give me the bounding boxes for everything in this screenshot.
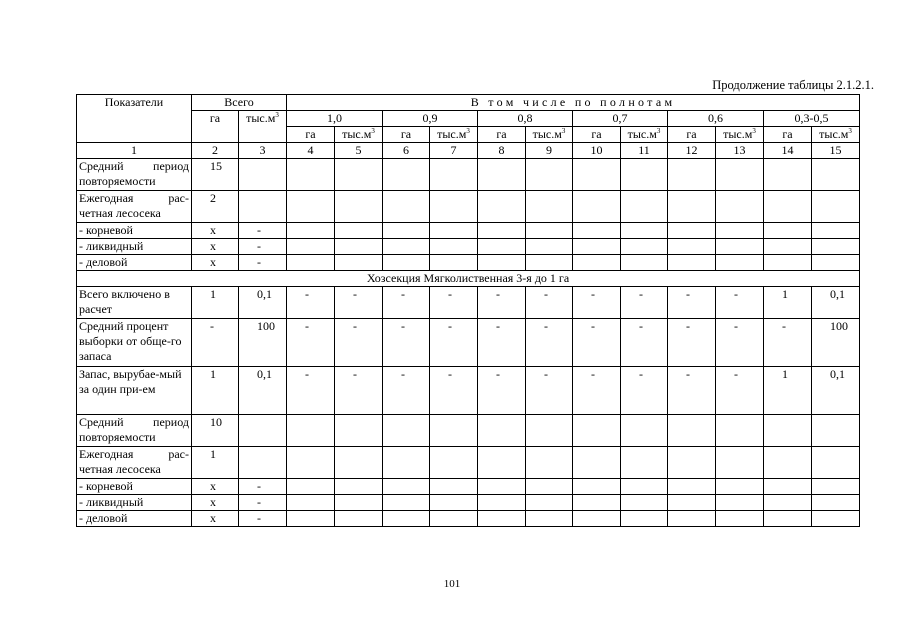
table-cell: - bbox=[621, 287, 668, 319]
table-cell bbox=[287, 511, 335, 527]
table-cell bbox=[430, 191, 478, 223]
column-number: 15 bbox=[812, 143, 860, 159]
table-cell: 0,1 bbox=[239, 367, 287, 415]
table-cell bbox=[526, 415, 573, 447]
table-cell bbox=[573, 511, 621, 527]
table-cell bbox=[716, 511, 764, 527]
table-row bbox=[77, 447, 860, 479]
table-cell: - bbox=[764, 319, 812, 367]
table-cell bbox=[573, 223, 621, 239]
unit-volume-sup: 3 bbox=[848, 127, 852, 135]
unit-volume-5 bbox=[812, 127, 860, 143]
table-caption: Продолжение таблицы 2.1.2.1. bbox=[712, 78, 874, 92]
table-cell bbox=[764, 223, 812, 239]
data-table bbox=[76, 94, 860, 527]
table-cell bbox=[526, 159, 573, 191]
table-cell: - bbox=[716, 287, 764, 319]
table-cell: х bbox=[192, 511, 239, 527]
table-cell bbox=[764, 415, 812, 447]
table-cell bbox=[573, 415, 621, 447]
table-cell: - bbox=[239, 255, 287, 271]
row-label: - деловой bbox=[77, 511, 192, 527]
table-cell bbox=[668, 511, 716, 527]
table-cell bbox=[812, 239, 860, 255]
header-density-2: 0,9 bbox=[383, 111, 478, 127]
table-cell bbox=[764, 255, 812, 271]
table-cell bbox=[668, 159, 716, 191]
table-cell bbox=[573, 159, 621, 191]
table-cell bbox=[430, 495, 478, 511]
table-cell bbox=[287, 415, 335, 447]
unit-volume-4 bbox=[716, 127, 764, 143]
table-cell bbox=[335, 255, 383, 271]
table-cell bbox=[573, 239, 621, 255]
row-label: - корневой bbox=[77, 479, 192, 495]
table-cell bbox=[764, 159, 812, 191]
column-number: 13 bbox=[716, 143, 764, 159]
table-cell: - bbox=[621, 367, 668, 415]
table-cell bbox=[812, 191, 860, 223]
column-number: 10 bbox=[573, 143, 621, 159]
header-density-5: 0,6 bbox=[668, 111, 764, 127]
table-cell bbox=[335, 511, 383, 527]
table-row bbox=[77, 479, 860, 495]
unit-volume-text: тыс.м bbox=[342, 127, 372, 141]
header-total-volume: $тыс.м^3$ bbox=[239, 111, 287, 143]
table-row bbox=[77, 159, 860, 191]
table-cell bbox=[239, 159, 287, 191]
table-cell bbox=[383, 495, 430, 511]
table-cell bbox=[764, 191, 812, 223]
table-cell bbox=[812, 495, 860, 511]
table-cell bbox=[478, 239, 526, 255]
table-row bbox=[77, 367, 860, 415]
table-cell bbox=[526, 447, 573, 479]
table-cell bbox=[716, 239, 764, 255]
unit-volume-text: тыс.м bbox=[819, 127, 849, 141]
table-cell bbox=[430, 159, 478, 191]
table-cell bbox=[287, 447, 335, 479]
table-cell: - bbox=[668, 319, 716, 367]
table-cell bbox=[335, 191, 383, 223]
header-density-3: 0,8 bbox=[478, 111, 573, 127]
column-number: 4 bbox=[287, 143, 335, 159]
table-cell bbox=[668, 239, 716, 255]
table-cell: 100 bbox=[239, 319, 287, 367]
table-cell bbox=[573, 479, 621, 495]
table-cell bbox=[668, 223, 716, 239]
unit-volume-sup: 3 bbox=[561, 127, 566, 135]
table-cell bbox=[716, 415, 764, 447]
table-cell bbox=[383, 415, 430, 447]
table-cell: - bbox=[573, 367, 621, 415]
table-cell bbox=[716, 495, 764, 511]
header-column-numbers-row bbox=[77, 143, 860, 159]
table-cell bbox=[621, 191, 668, 223]
table-cell: х bbox=[192, 479, 239, 495]
table-cell bbox=[573, 255, 621, 271]
column-number: 3 bbox=[239, 143, 287, 159]
table-cell bbox=[621, 159, 668, 191]
column-number: 9 bbox=[526, 143, 573, 159]
table-cell bbox=[478, 223, 526, 239]
table-cell: х bbox=[192, 495, 239, 511]
unit-volume-text: тыс.м bbox=[532, 127, 562, 141]
unit-ha-0: га bbox=[287, 127, 335, 143]
unit-ha-5: га bbox=[764, 127, 812, 143]
table-cell bbox=[812, 415, 860, 447]
table-cell bbox=[383, 447, 430, 479]
row-label: - деловой bbox=[77, 255, 192, 271]
table-cell bbox=[573, 495, 621, 511]
table-cell bbox=[764, 239, 812, 255]
table-cell bbox=[764, 479, 812, 495]
table-row bbox=[77, 319, 860, 367]
unit-volume-text: тыс.м bbox=[723, 127, 753, 141]
section-row bbox=[77, 271, 860, 287]
table-cell bbox=[716, 191, 764, 223]
header-indicators: Показатели bbox=[77, 95, 192, 143]
table-row bbox=[77, 495, 860, 511]
table-cell bbox=[573, 191, 621, 223]
table-cell bbox=[383, 511, 430, 527]
table-cell bbox=[668, 191, 716, 223]
table-cell: 1 bbox=[192, 447, 239, 479]
unit-volume-3 bbox=[621, 127, 668, 143]
table-cell: 1 bbox=[192, 287, 239, 319]
header-total: Всего bbox=[192, 95, 287, 111]
unit-volume-sup: 3 bbox=[371, 127, 375, 135]
table-cell bbox=[764, 511, 812, 527]
column-number: 8 bbox=[478, 143, 526, 159]
row-label: Ежегодная рас-четная лесосека bbox=[77, 447, 192, 479]
table-cell bbox=[526, 255, 573, 271]
column-number: 2 bbox=[192, 143, 239, 159]
unit-ha-1: га bbox=[383, 127, 430, 143]
row-label: - корневой bbox=[77, 223, 192, 239]
table-cell bbox=[621, 239, 668, 255]
table-cell bbox=[430, 511, 478, 527]
table-cell bbox=[621, 415, 668, 447]
table-cell bbox=[383, 159, 430, 191]
table-cell: - bbox=[239, 479, 287, 495]
header-including-by-density: В том числе по полнотам bbox=[287, 95, 860, 111]
table-cell: 1 bbox=[192, 367, 239, 415]
column-number: 11 bbox=[621, 143, 668, 159]
table-cell bbox=[478, 495, 526, 511]
table-cell bbox=[621, 495, 668, 511]
table-cell: - bbox=[668, 287, 716, 319]
table-cell bbox=[526, 223, 573, 239]
table-cell: 100 bbox=[812, 319, 860, 367]
row-label: Ежегодная рас-четная лесосека bbox=[77, 191, 192, 223]
row-label: Средний процент выборки от обще-го запаса bbox=[77, 319, 192, 367]
table-cell bbox=[526, 479, 573, 495]
table-row bbox=[77, 223, 860, 239]
table-cell: - bbox=[239, 511, 287, 527]
row-label: Запас, вырубае-мый за один при-ем bbox=[77, 367, 192, 415]
table-cell bbox=[478, 447, 526, 479]
table-cell: - bbox=[716, 367, 764, 415]
column-number: 14 bbox=[764, 143, 812, 159]
table-cell bbox=[287, 495, 335, 511]
table-cell: х bbox=[192, 255, 239, 271]
table-cell bbox=[812, 223, 860, 239]
table-cell bbox=[287, 159, 335, 191]
table-cell bbox=[716, 447, 764, 479]
unit-ha-3: га bbox=[573, 127, 621, 143]
row-label: Средний период повторяемости bbox=[77, 415, 192, 447]
table-cell: - bbox=[335, 287, 383, 319]
header-row-2 bbox=[77, 111, 860, 127]
table-cell: 2 bbox=[192, 191, 239, 223]
unit-volume-sup: 3 bbox=[752, 127, 756, 135]
table-cell bbox=[668, 447, 716, 479]
table-cell: х bbox=[192, 239, 239, 255]
table-cell bbox=[239, 447, 287, 479]
table-cell: - bbox=[239, 223, 287, 239]
section-title: Хозсекция Мягколиственная 3-я до 1 га bbox=[77, 271, 860, 287]
table-cell: - bbox=[287, 367, 335, 415]
table-cell bbox=[335, 415, 383, 447]
table-cell bbox=[621, 255, 668, 271]
table-cell: - bbox=[573, 319, 621, 367]
table-cell bbox=[621, 223, 668, 239]
table-cell bbox=[573, 447, 621, 479]
row-label: - ликвидный bbox=[77, 239, 192, 255]
row-label: - ликвидный bbox=[77, 495, 192, 511]
unit-ha-2: га bbox=[478, 127, 526, 143]
table-cell bbox=[335, 223, 383, 239]
column-number: 12 bbox=[668, 143, 716, 159]
unit-volume-sup: 3 bbox=[466, 127, 470, 135]
table-cell bbox=[430, 239, 478, 255]
table-cell bbox=[621, 479, 668, 495]
table-cell: - bbox=[526, 319, 573, 367]
table-cell bbox=[239, 191, 287, 223]
table-cell: 0,1 bbox=[239, 287, 287, 319]
table-cell: - bbox=[430, 287, 478, 319]
table-cell: - bbox=[526, 287, 573, 319]
table-cell bbox=[716, 159, 764, 191]
table-cell bbox=[383, 255, 430, 271]
header-density-6: 0,3-0,5 bbox=[764, 111, 860, 127]
table-cell bbox=[478, 255, 526, 271]
column-number: 5 bbox=[335, 143, 383, 159]
unit-ha-4: га bbox=[668, 127, 716, 143]
table-cell: - bbox=[716, 319, 764, 367]
table-cell: - bbox=[383, 367, 430, 415]
table-row bbox=[77, 287, 860, 319]
table-cell: 10 bbox=[192, 415, 239, 447]
table-cell bbox=[430, 415, 478, 447]
table-cell: 15 bbox=[192, 159, 239, 191]
table-cell bbox=[335, 159, 383, 191]
table-cell bbox=[383, 479, 430, 495]
table-cell: 1 bbox=[764, 287, 812, 319]
table-cell: - bbox=[573, 287, 621, 319]
table-cell bbox=[478, 159, 526, 191]
table-cell: - bbox=[668, 367, 716, 415]
table-cell bbox=[478, 191, 526, 223]
table-cell: - bbox=[383, 287, 430, 319]
table-cell bbox=[287, 191, 335, 223]
table-cell bbox=[383, 191, 430, 223]
table-cell bbox=[812, 159, 860, 191]
table-row bbox=[77, 255, 860, 271]
table-cell bbox=[526, 191, 573, 223]
table-cell bbox=[478, 415, 526, 447]
table-cell: - bbox=[383, 319, 430, 367]
table-cell bbox=[526, 511, 573, 527]
unit-volume-text: тыс.м bbox=[437, 127, 467, 141]
unit-volume-1 bbox=[430, 127, 478, 143]
table-cell bbox=[383, 239, 430, 255]
unit-volume-text: тыс.м bbox=[627, 127, 657, 141]
table-cell bbox=[621, 447, 668, 479]
table-cell: - bbox=[430, 367, 478, 415]
table-cell bbox=[239, 415, 287, 447]
table-cell bbox=[287, 479, 335, 495]
table-cell bbox=[287, 239, 335, 255]
table-row bbox=[77, 511, 860, 527]
table-cell: - bbox=[287, 319, 335, 367]
table-cell bbox=[764, 447, 812, 479]
table-cell: - bbox=[430, 319, 478, 367]
table-cell: - bbox=[192, 319, 239, 367]
table-cell: - bbox=[526, 367, 573, 415]
table-cell: - bbox=[335, 367, 383, 415]
table-cell bbox=[526, 495, 573, 511]
header-density-1: 1,0 bbox=[287, 111, 383, 127]
table-cell bbox=[716, 223, 764, 239]
table-row bbox=[77, 191, 860, 223]
table-cell bbox=[621, 511, 668, 527]
unit-volume-sup: 3 bbox=[656, 127, 661, 135]
table-cell bbox=[478, 479, 526, 495]
table-cell bbox=[668, 255, 716, 271]
header-total-ha: га bbox=[192, 111, 239, 143]
table-cell bbox=[430, 479, 478, 495]
table-cell: - bbox=[478, 367, 526, 415]
table-body bbox=[77, 95, 860, 527]
table-row bbox=[77, 239, 860, 255]
row-label: Всего включено в расчет bbox=[77, 287, 192, 319]
header-row-1 bbox=[77, 95, 860, 111]
table-cell: - bbox=[478, 287, 526, 319]
table-cell bbox=[668, 495, 716, 511]
table-cell bbox=[430, 255, 478, 271]
table-cell bbox=[716, 255, 764, 271]
table-cell: 1 bbox=[764, 367, 812, 415]
column-number: 1 bbox=[77, 143, 192, 159]
row-label: Средний период повторяемости bbox=[77, 159, 192, 191]
table-cell bbox=[287, 255, 335, 271]
table-cell bbox=[764, 495, 812, 511]
table-cell bbox=[287, 223, 335, 239]
unit-volume-2 bbox=[526, 127, 573, 143]
table-cell bbox=[383, 223, 430, 239]
column-number: 7 bbox=[430, 143, 478, 159]
table-cell: х bbox=[192, 223, 239, 239]
table-cell: - bbox=[239, 495, 287, 511]
table-cell bbox=[668, 415, 716, 447]
table-cell: - bbox=[287, 287, 335, 319]
table-cell bbox=[478, 511, 526, 527]
table-cell bbox=[430, 447, 478, 479]
table-row bbox=[77, 415, 860, 447]
table-cell: - bbox=[478, 319, 526, 367]
column-number: 6 bbox=[383, 143, 430, 159]
table-cell bbox=[335, 479, 383, 495]
page-number: 101 bbox=[443, 578, 461, 590]
unit-volume-0 bbox=[335, 127, 383, 143]
table-cell bbox=[526, 239, 573, 255]
table-cell bbox=[812, 447, 860, 479]
table-cell bbox=[812, 255, 860, 271]
table-cell: 0,1 bbox=[812, 367, 860, 415]
table-cell bbox=[335, 495, 383, 511]
table-cell: 0,1 bbox=[812, 287, 860, 319]
table-cell bbox=[716, 479, 764, 495]
table-cell bbox=[335, 447, 383, 479]
table-cell: - bbox=[335, 319, 383, 367]
table-cell: - bbox=[621, 319, 668, 367]
table-cell bbox=[812, 479, 860, 495]
header-density-4: 0,7 bbox=[573, 111, 668, 127]
table-cell bbox=[668, 479, 716, 495]
table-cell: - bbox=[239, 239, 287, 255]
table-cell bbox=[335, 239, 383, 255]
table-cell bbox=[812, 511, 860, 527]
table-cell bbox=[430, 223, 478, 239]
